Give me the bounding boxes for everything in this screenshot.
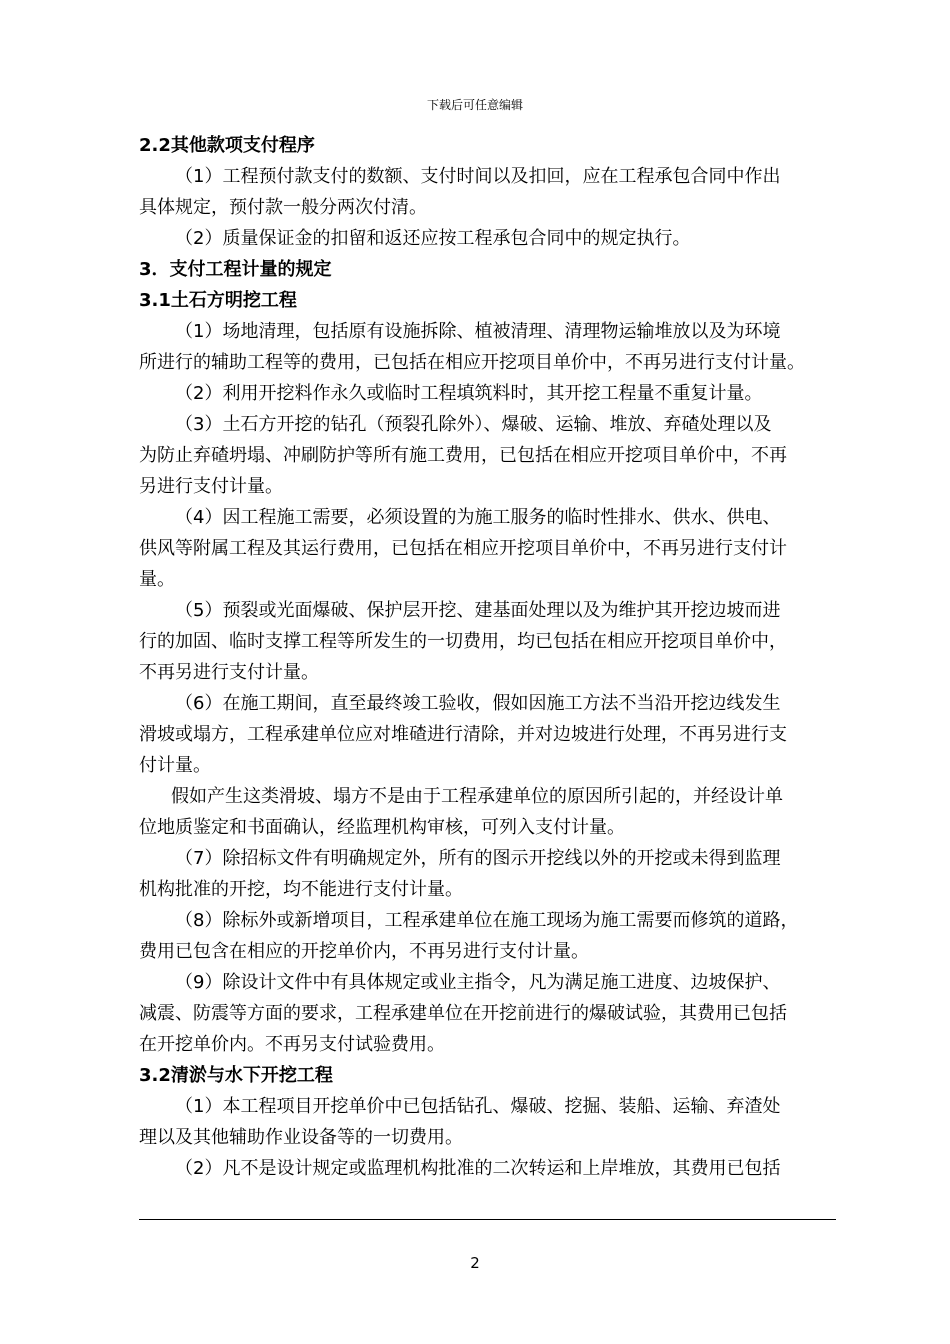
text-line: 在开挖单价内。不再另支付试验费用。 bbox=[139, 1034, 445, 1055]
text-line: 不再另进行支付计量。 bbox=[139, 662, 319, 683]
paragraph bbox=[139, 967, 836, 1060]
document-body bbox=[139, 130, 836, 1184]
text-line: 行的加固、临时支撑工程等所发生的一切费用，均已包括在相应开挖项目单价中， bbox=[139, 631, 787, 652]
text-line: 具体规定，预付款一般分两次付清。 bbox=[139, 197, 427, 218]
text-line: 减震、防震等方面的要求，工程承建单位在开挖前进行的爆破试验，其费用已包括 bbox=[139, 1003, 787, 1024]
text-line: 另进行支付计量。 bbox=[139, 476, 283, 497]
text-line: （5）预裂或光面爆破、保护层开挖、建基面处理以及为维护其开挖边坡而进 bbox=[175, 600, 781, 621]
text-line: （6）在施工期间，直至最终竣工验收，假如因施工方法不当沿开挖边线发生 bbox=[175, 693, 781, 714]
page-number: 2 bbox=[470, 1254, 480, 1272]
text-line: （2）质量保证金的扣留和返还应按工程承包合同中的规定执行。 bbox=[175, 228, 691, 249]
text-line: 假如产生这类滑坡、塌方不是由于工程承建单位的原因所引起的，并经设计单 bbox=[171, 786, 783, 807]
text-line: （8）除标外或新增项目，工程承建单位在施工现场为施工需要而修筑的道路， bbox=[175, 910, 799, 931]
paragraph bbox=[139, 223, 836, 254]
paragraph bbox=[139, 161, 836, 223]
text-line: 为防止弃碴坍塌、冲刷防护等所有施工费用，已包括在相应开挖项目单价中，不再 bbox=[139, 445, 787, 466]
paragraph bbox=[139, 688, 836, 781]
text-line: 所进行的辅助工程等的费用，已包括在相应开挖项目单价中，不再另进行支付计量。 bbox=[139, 352, 805, 373]
text-line: （9）除设计文件中有具体规定或业主指令，凡为满足施工进度、边坡保护、 bbox=[175, 972, 781, 993]
section-heading bbox=[139, 285, 836, 316]
paragraph bbox=[139, 843, 836, 905]
text-line: （1）本工程项目开挖单价中已包括钻孔、爆破、挖掘、装船、运输、弃渣处 bbox=[175, 1096, 781, 1117]
text-line: 供风等附属工程及其运行费用，已包括在相应开挖项目单价中，不再另进行支付计 bbox=[139, 538, 787, 559]
paragraph bbox=[139, 409, 836, 502]
text-line: 付计量。 bbox=[139, 755, 211, 776]
text-line: 机构批准的开挖，均不能进行支付计量。 bbox=[139, 879, 463, 900]
paragraph bbox=[139, 781, 836, 843]
text-line: （1）场地清理，包括原有设施拆除、植被清理、清理物运输堆放以及为环境 bbox=[175, 321, 781, 342]
text-line: 量。 bbox=[139, 569, 175, 590]
paragraph bbox=[139, 502, 836, 595]
paragraph bbox=[139, 595, 836, 688]
text-line: （2）利用开挖料作永久或临时工程填筑料时，其开挖工程量不重复计量。 bbox=[175, 383, 763, 404]
paragraph bbox=[139, 378, 836, 409]
text-line: 滑坡或塌方，工程承建单位应对堆碴进行清除，并对边坡进行处理，不再另进行支 bbox=[139, 724, 787, 745]
text-line: 3.1土石方明挖工程 bbox=[139, 290, 297, 311]
text-line: 3．支付工程计量的规定 bbox=[139, 259, 332, 280]
text-line: （2）凡不是设计规定或监理机构批准的二次转运和上岸堆放，其费用已包括 bbox=[175, 1158, 781, 1179]
text-line: 理以及其他辅助作业设备等的一切费用。 bbox=[139, 1127, 463, 1148]
text-line: 3.2清淤与水下开挖工程 bbox=[139, 1065, 333, 1086]
text-line: （7）除招标文件有明确规定外，所有的图示开挖线以外的开挖或未得到监理 bbox=[175, 848, 781, 869]
paragraph bbox=[139, 1091, 836, 1153]
paragraph bbox=[139, 905, 836, 967]
text-line: （1）工程预付款支付的数额、支付时间以及扣回，应在工程承包合同中作出 bbox=[175, 166, 781, 187]
text-line: （4）因工程施工需要，必须设置的为施工服务的临时性排水、供水、供电、 bbox=[175, 507, 781, 528]
text-line: 费用已包含在相应的开挖单价内，不再另进行支付计量。 bbox=[139, 941, 589, 962]
text-line: 2.2其他款项支付程序 bbox=[139, 135, 315, 156]
text-line: （3）土石方开挖的钻孔（预裂孔除外）、爆破、运输、堆放、弃碴处理以及 bbox=[175, 414, 772, 435]
paragraph bbox=[139, 316, 836, 378]
footer-divider bbox=[139, 1219, 836, 1220]
section-heading bbox=[139, 1060, 836, 1091]
page-header: 下载后可任意编辑 bbox=[426, 98, 523, 112]
text-line: 位地质鉴定和书面确认，经监理机构审核，可列入支付计量。 bbox=[139, 817, 625, 838]
section-heading bbox=[139, 254, 836, 285]
section-heading bbox=[139, 130, 836, 161]
paragraph bbox=[139, 1153, 836, 1184]
